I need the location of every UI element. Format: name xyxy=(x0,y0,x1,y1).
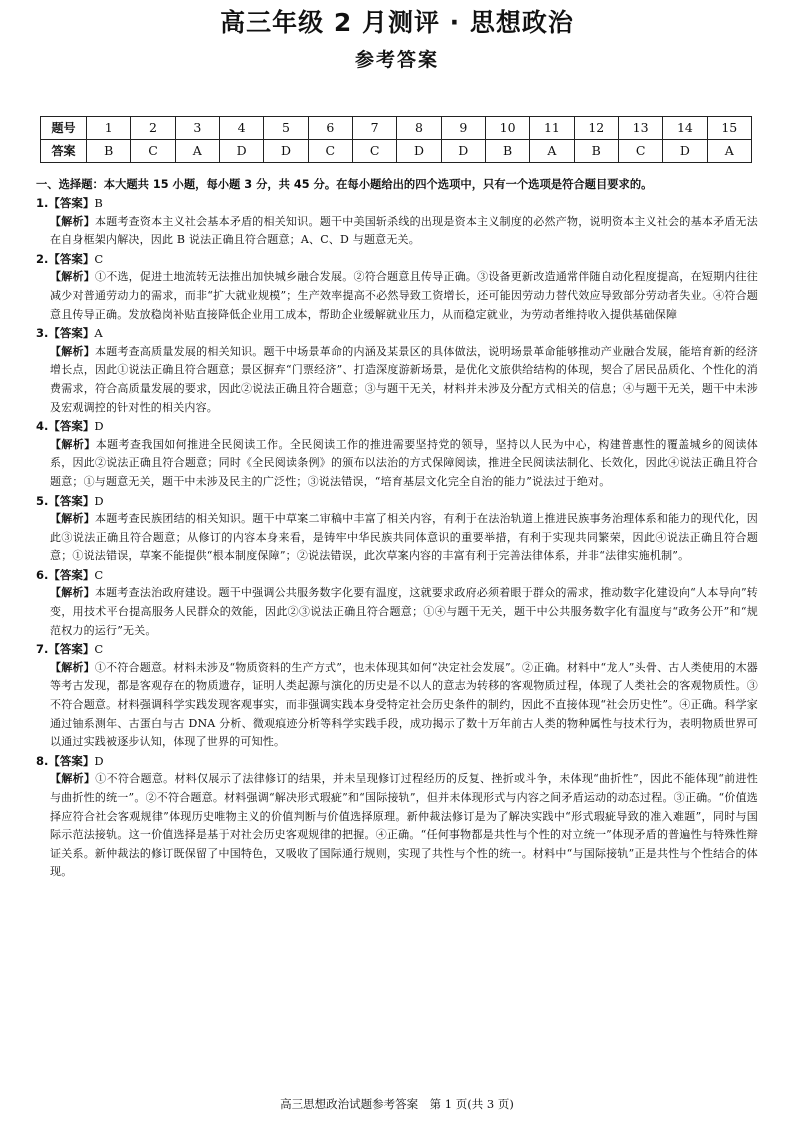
explanation-text: ①不符合题意。材料未涉及“物质资料的生产方式”，也未体现其如何“决定社会发展”。②正确。材料中“龙人”头骨、古人类使用的木器等考古发现，都是客观存在的物质遗存，证明人类起源与演化的历史是不以人的意志为转移的客观物质过程，体现了人类社会的客观物质性。③不符合题意。材料强调科学实践发现客观事实，而非强调实践本身受特定社会历史条件的制约，因此不直接体现“社会历史性”。④正确。科学家通过铀系测年、古蛋白与古 DNA 分析、微观痕迹分析等科学实践手段，成功揭示了数十万年前古人类的物种属性与技术行为，表明物质世界可以通过实践被逐步认知，体现了世界的可知性。 xyxy=(50,660,758,749)
explanation-label: 【解析】 xyxy=(50,512,95,526)
answer-cell: D xyxy=(264,140,308,163)
page-footer: 高三思想政治试题参考答案 第 1 页(共 3 页) xyxy=(280,1097,514,1111)
answer-label: 【答案】 xyxy=(48,196,95,210)
question-block xyxy=(36,492,758,566)
explanation-label: 【解析】 xyxy=(50,660,95,674)
answer-cell: C xyxy=(308,140,352,163)
answer-value: C xyxy=(94,567,104,582)
explanation-text: 本题考查民族团结的相关知识。题干中草案二审稿中丰富了相关内容，有利于在法治轨道上推进民族事务治理体系和能力的现代化，因此③说法正确且符合题意；从修订的内容本身来看，是铸牢中华民族共同体意识的重要举措，有利于实现共同繁荣，因此④说法正确且符合题意；①说法错误，草案不能提供“根本制度保障”；②说法错误，此次草案内容的丰富有利于完善法律体系，并非“法律实施机制”。 xyxy=(50,512,759,563)
answer-label: 【答案】 xyxy=(48,753,95,768)
answer-cell: D xyxy=(663,140,707,163)
question-number-cell: 5 xyxy=(264,117,308,140)
question-number-cell: 8 xyxy=(397,117,441,140)
answer-cell: A xyxy=(530,140,574,163)
explanations xyxy=(36,194,758,882)
answer-value: C xyxy=(94,251,104,266)
question-answer-line xyxy=(36,250,758,269)
answer-cell: C xyxy=(131,140,175,163)
answer-cell: D xyxy=(219,140,263,163)
page-title: 高三年级 2 月测评 · 思想政治 xyxy=(220,8,574,37)
question-number: 6. xyxy=(36,567,49,582)
question-answer-line xyxy=(36,194,758,213)
question-block xyxy=(36,194,758,250)
answer-value: B xyxy=(94,196,103,210)
question-block xyxy=(36,640,758,752)
explanation-paragraph xyxy=(50,268,758,324)
answer-label: 【答案】 xyxy=(48,567,95,582)
question-block xyxy=(36,752,758,882)
answer-label: 【答案】 xyxy=(48,326,95,341)
page-subtitle: 参考答案 xyxy=(354,49,439,71)
question-block xyxy=(36,324,758,417)
explanation-label: 【解析】 xyxy=(50,344,95,358)
question-number-cell: 1 xyxy=(87,117,131,140)
question-number-cell: 15 xyxy=(707,117,751,140)
question-number-cell: 6 xyxy=(308,117,352,140)
answer-cell: D xyxy=(441,140,485,163)
answer-table-number-row xyxy=(41,117,752,140)
question-number-cell: 7 xyxy=(352,117,396,140)
explanation-paragraph xyxy=(50,436,758,492)
question-answer-line xyxy=(36,752,758,771)
question-number: 3. xyxy=(36,326,49,341)
answer-value: D xyxy=(94,419,104,434)
answer-cell: B xyxy=(574,140,618,163)
explanation-paragraph xyxy=(50,584,758,640)
answer-label: 【答案】 xyxy=(48,642,95,657)
question-answer-line xyxy=(36,640,758,659)
question-number: 4. xyxy=(36,419,49,434)
question-number: 7. xyxy=(36,642,49,657)
question-answer-line xyxy=(36,324,758,343)
question-number-cell: 13 xyxy=(618,117,662,140)
explanation-label: 【解析】 xyxy=(50,214,95,228)
answer-table xyxy=(40,116,752,163)
question-number-cell: 9 xyxy=(441,117,485,140)
question-block xyxy=(36,566,758,640)
question-answer-line xyxy=(36,492,758,511)
section-heading: 一、选择题：本大题共 15 小题，每小题 3 分，共 45 分。在每小题给出的四个选项中，只有一个选项是符合题目要求的。 xyxy=(36,178,653,191)
answer-value: A xyxy=(94,326,103,341)
answer-cell: A xyxy=(175,140,219,163)
question-answer-line xyxy=(36,566,758,585)
answer-cell: B xyxy=(87,140,131,163)
answer-value: D xyxy=(94,753,104,768)
explanation-label: 【解析】 xyxy=(50,586,95,600)
question-number: 5. xyxy=(36,493,49,508)
explanation-paragraph xyxy=(50,213,758,250)
answer-cell: C xyxy=(618,140,662,163)
answer-value: C xyxy=(94,642,104,657)
answer-table-answer-row xyxy=(41,140,752,163)
question-number-cell: 11 xyxy=(530,117,574,140)
explanation-label: 【解析】 xyxy=(50,772,96,786)
explanation-label: 【解析】 xyxy=(50,270,95,284)
row-label-answer: 答案 xyxy=(41,140,87,163)
question-number-cell: 14 xyxy=(663,117,707,140)
answer-cell: B xyxy=(485,140,529,163)
explanation-text: 本题考查高质量发展的相关知识。题干中场景革命的内涵及某景区的具体做法，说明场景革命能够推动产业融合发展，能培育新的经济增长点，因此①说法正确且符合题意；景区摒弃“门票经济”、打造深度游新场景，是优化文旅供给结构的体现，契合了居民品质化、个性化的消费需求，符合高质量发展的要求，因此②说法正确且符合题意；③与题干无关，材料并未涉及分配方式相关的信息；④与题干无关，题干中未涉及宏观调控的针对性的相关内容。 xyxy=(50,344,759,414)
explanation-text: 本题考查法治政府建设。题干中强调公共服务数字化要有温度，这就要求政府必须着眼于群众的需求，推动数字化建设向“人本导向”转变，用技术平台提高服务人民群众的效能，因此②③说法正确且符合题意；①④与题干无关，题干中公共服务数字化有温度与“政务公开”和“规范权力的运行”无关。 xyxy=(50,586,758,637)
question-number: 1. xyxy=(36,196,49,210)
explanation-label: 【解析】 xyxy=(50,437,96,451)
explanation-paragraph xyxy=(50,510,758,566)
question-number: 2. xyxy=(36,251,49,266)
answer-label: 【答案】 xyxy=(48,493,95,508)
question-number-cell: 3 xyxy=(175,117,219,140)
answer-cell: A xyxy=(707,140,751,163)
question-block xyxy=(36,250,758,324)
question-number-cell: 2 xyxy=(131,117,175,140)
explanation-text: 本题考查资本主义社会基本矛盾的相关知识。题干中美国斩杀线的出现是资本主义制度的必然产物，说明资本主义社会的基本矛盾无法在自身框架内解决，因此 B 说法正确且符合题意；A、C、D 与题意无关。 xyxy=(50,214,759,247)
explanation-text: 本题考查我国如何推进全民阅读工作。全民阅读工作的推进需要坚持党的领导，坚持以人民为中心，构建普惠性的覆盖城乡的阅读体系，因此②说法正确且符合题意；同时《全民阅读条例》的颁布以法治的方式保障阅读，推进全民阅读法制化、长效化，因此④说法正确且符合题意；①与题意无关，题干中未涉及民主的广泛性；③说法错误，“培育基层文化完全自治的能力”说法过于绝对。 xyxy=(50,437,758,488)
explanation-text: ①不选，促进土地流转无法推出加快城乡融合发展。②符合题意且传导正确。③设备更新改造通常伴随自动化程度提高，在短期内往往减少对普通劳动力的需求，而非“扩大就业规模”；生产效率提高不必然导致工资增长，还可能因劳动力替代效应导致部分劳动者失业。④符合题意且传导正确。发放稳岗补贴直接降低企业用工成本，帮助企业缓解就业压力，从而稳定就业，为劳动者维持收入提供基础保障 xyxy=(50,270,759,321)
answer-cell: C xyxy=(352,140,396,163)
explanation-paragraph xyxy=(50,343,758,417)
answer-value: D xyxy=(94,493,104,508)
question-number: 8. xyxy=(36,753,49,768)
question-answer-line xyxy=(36,417,758,436)
question-block xyxy=(36,417,758,491)
question-number-cell: 4 xyxy=(219,117,263,140)
row-label-number: 题号 xyxy=(41,117,87,140)
question-number-cell: 10 xyxy=(485,117,529,140)
explanation-paragraph xyxy=(50,659,758,752)
answer-label: 【答案】 xyxy=(48,419,95,434)
answer-cell: D xyxy=(397,140,441,163)
question-number-cell: 12 xyxy=(574,117,618,140)
answer-label: 【答案】 xyxy=(48,251,95,266)
explanation-text: ①不符合题意。材料仅展示了法律修订的结果，并未呈现修订过程经历的反复、挫折或斗争，未体现“曲折性”，因此不能体现“前进性与曲折性的统一”。②不符合题意。材料强调“解决形式瑕疵”和“国际接轨”，但并未体现形式与内容之间矛盾运动的动态过程。③正确。“价值选择应符合社会客观规律”体现历史唯物主义的价值判断与价值选择原理。新仲裁法修订是为了解决实践中“形式瑕疵导致的准入难题”，同时与国际示范法接轨。这一价值选择是基于对社会历史客观规律的把握。④正确。“任何事物都是共性与个性的对立统一”体现矛盾的普遍性与特殊性辩证关系。新仲裁法的修订既保留了中国特色，又吸收了国际通行规则，实现了共性与个性的统一。材料中“与国际接轨”正是共性与个性结合的体现。 xyxy=(50,772,758,879)
explanation-paragraph xyxy=(50,770,758,882)
